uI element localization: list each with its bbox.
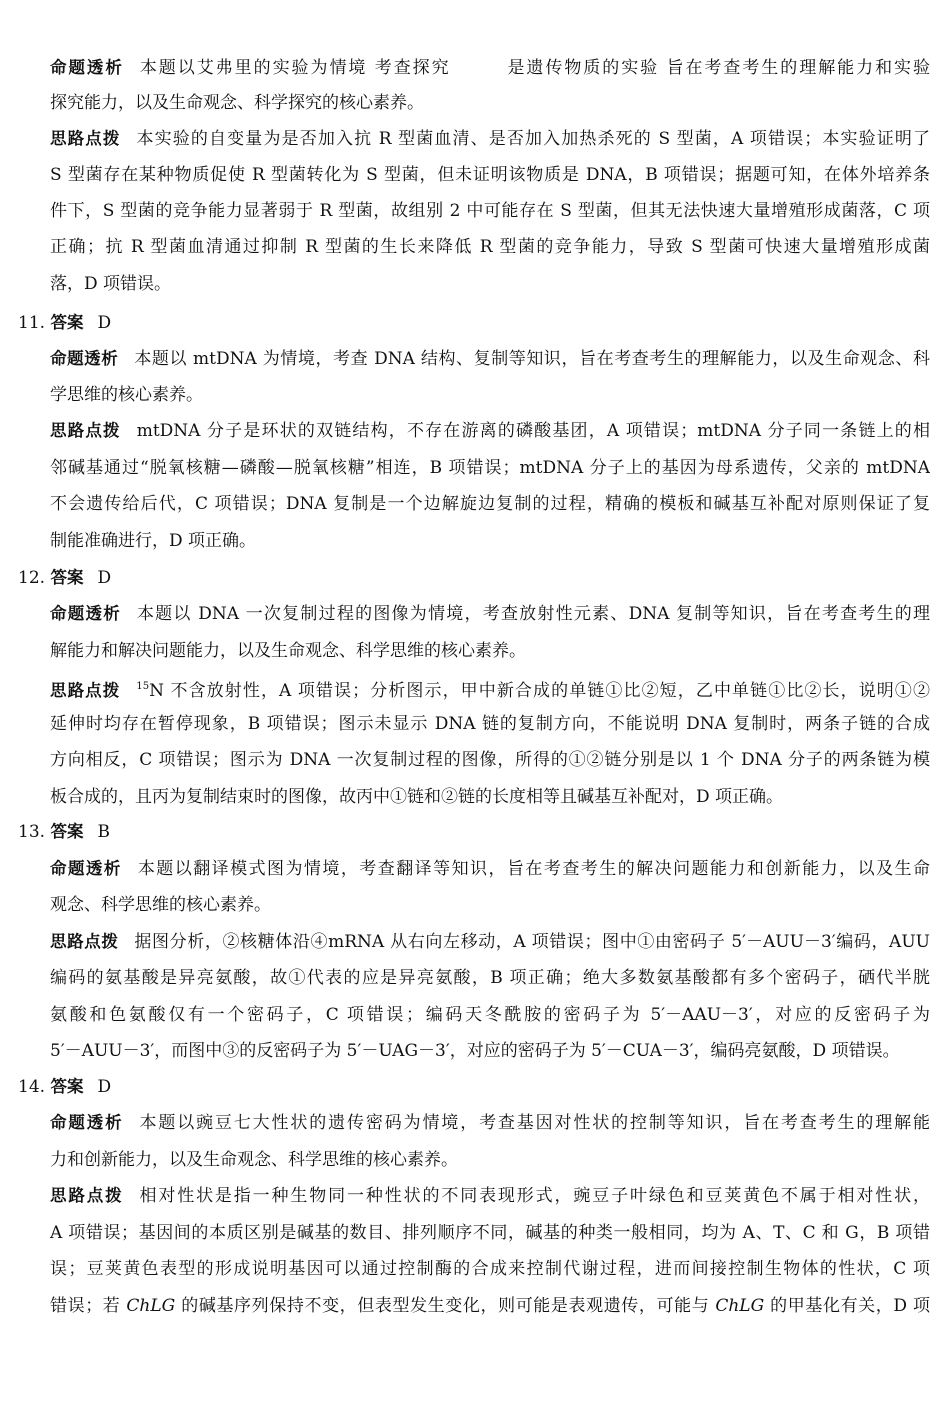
q11-hint-text: mtDNA 分子是环状的双链结构，不存在游离的磷酸基团，A 项错误；mtDNA 分子同一条链上的相: [136, 421, 930, 441]
hint-label: 思路点拨: [50, 421, 121, 440]
q11-hint-line-4: 制能准确进行，D 项正确。: [50, 531, 257, 551]
q10-intro-line-2: 探究能力，以及生命观念、科学探究的核心素养。: [50, 93, 424, 113]
q10-hint-text: 本实验的自变量为是否加入抗 R 型菌血清、是否加入加热杀死的 S 型菌，A 项错误；本实验证明了: [136, 129, 930, 149]
q14-intro-line-2: 力和创新能力，以及生命观念、科学思维的核心素养。: [50, 1150, 458, 1170]
isotope-superscript: 15: [136, 681, 150, 692]
hint-label: 思路点拨: [50, 129, 121, 148]
text-segment: 的甲基化有关，D 项: [764, 1296, 930, 1316]
question-number: 12.: [18, 568, 46, 588]
q13-hint-line-1: [50, 928, 930, 956]
intro-label: 命题透析: [50, 1113, 124, 1132]
q14-hint-line-4: [50, 1292, 930, 1320]
text-segment: 的碱基序列保持不变，但表型发生变化，则可能是表观遗传，可能与: [175, 1296, 716, 1316]
q14-hint-line-3: 误；豆荚黄色表型的形成说明基因可以通过控制酶的合成来控制代谢过程，进而间接控制生物体的性状，C 项: [50, 1259, 930, 1279]
q12-hint-text: N 不含放射性，A 项错误；分析图示，甲中新合成的单链①比②短，乙中单链①比②长，说明①②: [149, 681, 930, 701]
q13-intro-line-1: [50, 855, 930, 883]
q13-intro-text: 本题以翻译模式图为情境，考查翻译等知识，旨在考查考生的解决问题能力和创新能力，以及生命: [137, 859, 930, 879]
intro-label: 命题透析: [50, 604, 121, 623]
q12-intro-text: 本题以 DNA 一次复制过程的图像为情境，考查放射性元素、DNA 复制等知识，旨在考查考生的理: [136, 604, 930, 624]
intro-label: 命题透析: [50, 859, 122, 878]
q10-hint-line-2: S 型菌存在某种物质促使 R 型菌转化为 S 型菌，但未证明该物质是 DNA，B 项错误；据题可知，在体外培养条: [50, 165, 930, 185]
q12-hint-line-1: [50, 673, 930, 705]
q14-intro-text: 本题以豌豆七大性状的遗传密码为情境，考查基因对性状的控制等知识，旨在考查考生的理解能: [139, 1113, 930, 1133]
q10-intro-line-1: [50, 54, 930, 82]
hint-label: 思路点拨: [50, 681, 121, 700]
q13-hint-line-2: 编码的氨基酸是异亮氨酸，故①代表的应是异亮氨酸，B 项正确；绝大多数氨基酸都有多个密码子，硒代半胱: [50, 968, 930, 988]
q14-intro-line-1: [50, 1109, 930, 1137]
q10-hint-line-3: 件下，S 型菌的竞争能力显著弱于 R 型菌，故组别 2 中可能存在 S 型菌，但其无法快速大量增殖形成菌落，C 项: [50, 201, 930, 221]
intro-label: 命题透析: [50, 58, 124, 77]
q10-intro-text: 本题以艾弗里的实验为情境 考查探究 是遗传物质的实验 旨在考查考生的理解能力和实验: [139, 58, 930, 78]
answer-label: 答案: [50, 313, 84, 332]
hint-label: 思路点拨: [50, 932, 119, 951]
q11-intro-text: 本题以 mtDNA 为情境，考查 DNA 结构、复制等知识，旨在考查考生的理解能力，以及生命观念、科: [134, 349, 930, 369]
q13-intro-line-2: 观念、科学思维的核心素养。: [50, 895, 271, 915]
q11-intro-line-1: [50, 345, 930, 373]
q14-hint-line-2: A 项错误；基因间的本质区别是碱基的数目、排列顺序不同，碱基的种类一般相同，均为 A、T、C 和 G，B 项错: [50, 1223, 930, 1243]
q12-answer-line: [18, 564, 898, 592]
answer-value: D: [97, 568, 112, 588]
q12-hint-line-4: 板合成的，且丙为复制结束时的图像，故丙中①链和②链的长度相等且碱基互补配对，D 项正确。: [50, 787, 784, 807]
q13-answer-line: [18, 818, 898, 846]
q14-hint-text: 相对性状是指一种生物同一种性状的不同表现形式，豌豆子叶绿色和豆荚黄色不属于相对性状，: [139, 1186, 930, 1206]
q11-hint-line-3: 不会遗传给后代，C 项错误；DNA 复制是一个边解旋边复制的过程，精确的模板和碱基互补配对原则保证了复: [50, 494, 930, 514]
answer-value: B: [97, 822, 110, 842]
q11-intro-line-2: 学思维的核心素养。: [50, 385, 203, 405]
q12-intro-line-2: 解能力和解决问题能力，以及生命观念、科学思维的核心素养。: [50, 641, 526, 661]
q10-hint-line-5: 落，D 项错误。: [50, 274, 172, 294]
question-number: 14.: [18, 1077, 46, 1097]
question-number: 11.: [18, 313, 46, 333]
q11-answer-line: [18, 309, 898, 337]
answer-value: D: [97, 313, 112, 333]
answer-label: 答案: [50, 568, 84, 587]
q13-hint-text: 据图分析，②核糖体沿④mRNA 从右向左移动，A 项错误；图中①由密码子 5′－AUU－3′编码，AUU: [134, 932, 930, 952]
answer-label: 答案: [50, 1077, 84, 1096]
q12-intro-line-1: [50, 600, 930, 628]
hint-label: 思路点拨: [50, 1186, 124, 1205]
q13-hint-line-3: 氨酸和色氨酸仅有一个密码子，C 项错误；编码天冬酰胺的密码子为 5′－AAU－3′，对应的反密码子为: [50, 1005, 930, 1025]
gene-name: ChLG: [126, 1296, 176, 1316]
answer-label: 答案: [50, 822, 84, 841]
text-segment: 错误；若: [50, 1296, 127, 1316]
q10-hint-line-4: 正确；抗 R 型菌血清通过抑制 R 型菌的生长来降低 R 型菌的竞争能力，导致 S 型菌可快速大量增殖形成菌: [50, 237, 930, 257]
q10-hint-line-1: [50, 125, 930, 153]
gene-name: ChLG: [715, 1296, 765, 1316]
q13-hint-line-4: 5′－AUU－3′，而图中③的反密码子为 5′－UAG－3′，对应的密码子为 5′－CUA－3′，编码亮氨酸，D 项错误。: [50, 1041, 900, 1061]
q12-hint-line-3: 方向相反，C 项错误；图示为 DNA 一次复制过程的图像，所得的①②链分别是以 1 个 DNA 分子的两条链为模: [50, 750, 930, 770]
q14-answer-line: [18, 1073, 898, 1101]
q11-hint-line-2: 邻碱基通过“脱氧核糖—磷酸—脱氧核糖”相连，B 项错误；mtDNA 分子上的基因为母系遗传，父亲的 mtDNA: [50, 458, 930, 478]
question-number: 13.: [18, 822, 46, 842]
answer-value: D: [97, 1077, 112, 1097]
intro-label: 命题透析: [50, 349, 119, 368]
q11-hint-line-1: [50, 417, 930, 445]
q12-hint-line-2: 延伸时均存在暂停现象，B 项错误；图示未显示 DNA 链的复制方向，不能说明 DNA 复制时，两条子链的合成: [50, 714, 930, 734]
q14-hint-line-1: [50, 1182, 930, 1210]
